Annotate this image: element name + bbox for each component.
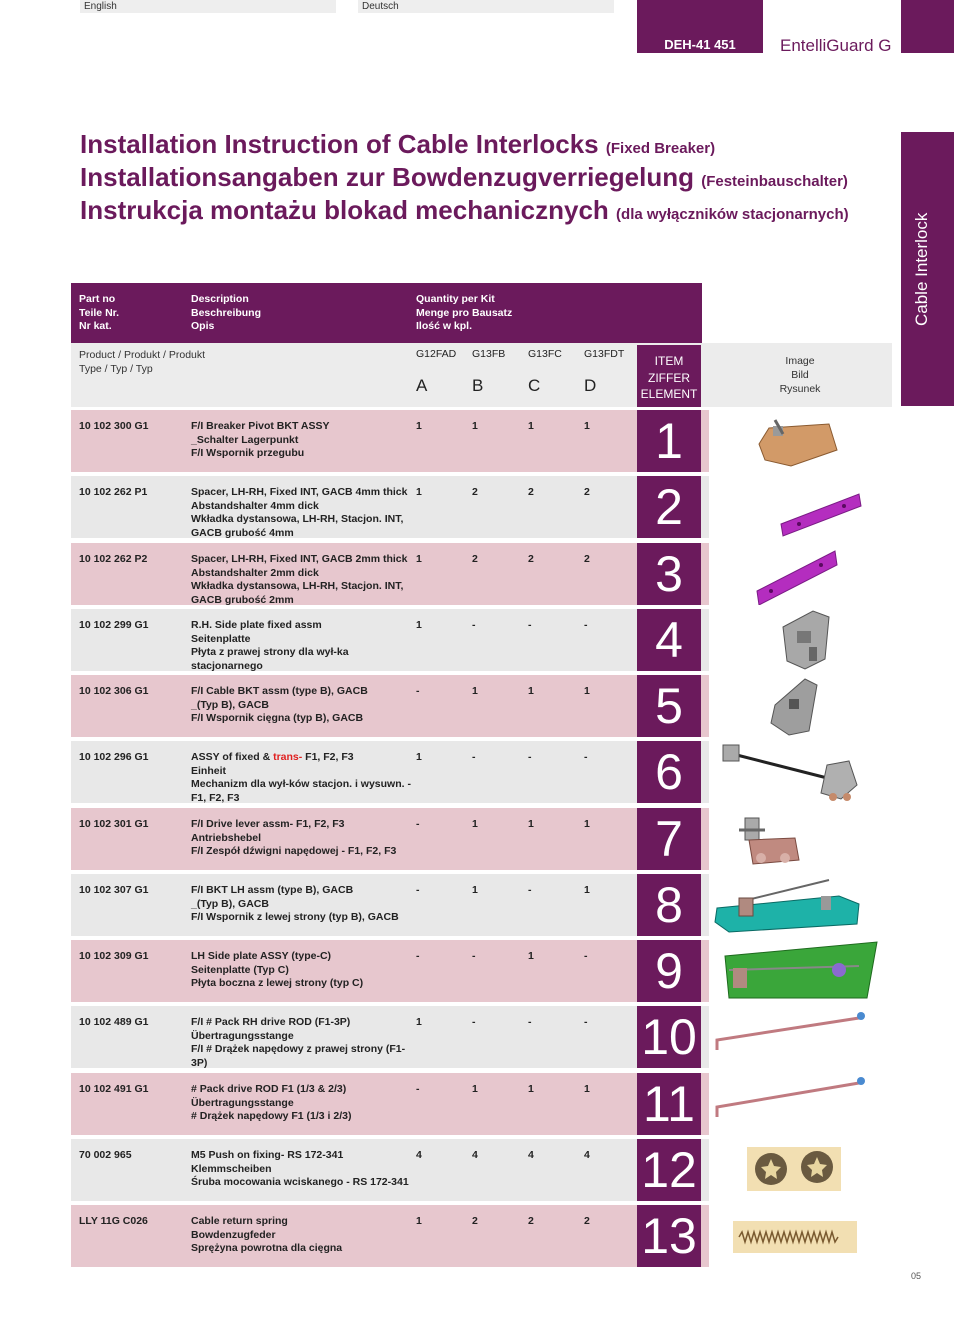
part-description	[191, 685, 421, 726]
part-image-spacer-4mm	[709, 476, 892, 538]
description-de: Einheit	[191, 764, 227, 777]
description-de: Seitenplatte (Typ C)	[191, 963, 289, 976]
qty-b: -	[472, 950, 476, 962]
part-number: 10 102 262 P1	[79, 486, 148, 498]
qty-b: 1	[472, 1083, 478, 1095]
item-number: 1	[637, 410, 701, 472]
qty-a: -	[416, 685, 420, 697]
qty-b: 2	[472, 486, 478, 498]
description-pl: F/I Zespół dźwigni napędowej - F1, F2, F3	[191, 845, 397, 857]
title-polish-sub: (dla wyłączników stacjonarnych)	[616, 206, 849, 223]
table-row	[71, 609, 892, 671]
description-en: F/I # Pack RH drive ROD (F1-3P)	[191, 1016, 351, 1028]
description-en-part2: F1, F2, F3	[302, 751, 354, 763]
table-row	[71, 1205, 892, 1267]
description-pl: Płyta boczna z lewej strony (typ C)	[191, 977, 364, 989]
table-row	[71, 476, 892, 538]
title-english-sub: (Fixed Breaker)	[605, 140, 716, 157]
header-part-de: Teile Nr.	[79, 306, 120, 319]
part-description	[191, 619, 421, 673]
item-number: 9	[637, 940, 701, 1002]
part-number: 70 002 965	[79, 1149, 132, 1161]
header-quantity-en: Quantity per Kit	[416, 293, 495, 305]
qty-a: -	[416, 818, 420, 830]
header-description-en: Description	[191, 293, 249, 305]
part-number: LLY 11G C026	[79, 1215, 148, 1227]
title-english	[80, 129, 715, 160]
description-de: Abstandshalter 2mm dick	[191, 566, 319, 579]
description-de: Übertragungsstange	[191, 1096, 294, 1109]
qty-d: 1	[584, 884, 590, 896]
description-de: Klemmscheiben	[191, 1162, 272, 1175]
table-row	[71, 543, 892, 605]
part-description	[191, 1215, 421, 1256]
description-en	[191, 751, 421, 765]
qty-a: 1	[416, 619, 422, 631]
part-description	[191, 486, 421, 540]
header-description-pl: Opis	[191, 320, 215, 332]
qty-d: -	[584, 751, 588, 763]
part-number: 10 102 299 G1	[79, 619, 149, 631]
table-row	[71, 808, 892, 870]
description-de: Seitenplatte	[191, 632, 251, 645]
qty-b: 1	[472, 818, 478, 830]
part-image-mechanism-assembly	[709, 741, 892, 803]
description-pl: Sprężyna powrotna dla cięgna	[191, 1242, 343, 1254]
qty-d: 2	[584, 486, 590, 498]
part-number: 10 102 491 G1	[79, 1083, 149, 1095]
image-header-de: Bild	[791, 369, 809, 381]
document-code: DEH-41 451	[637, 0, 763, 53]
header-part-pl: Nr kat.	[79, 320, 112, 332]
qty-d: 2	[584, 553, 590, 565]
kit-letter-b: B	[472, 376, 484, 395]
product-type-line1: Product / Produkt / Produkt	[79, 349, 206, 361]
part-image-cable-bracket	[709, 675, 892, 737]
item-number: 6	[637, 741, 701, 803]
header-quantity	[416, 293, 512, 334]
part-image-return-spring	[709, 1205, 892, 1267]
qty-a: -	[416, 1083, 420, 1095]
title-german-sub: (Festeinbauschalter)	[701, 173, 848, 190]
qty-d: 1	[584, 1083, 590, 1095]
description-pl: F/I # Drążek napędowy z prawej strony (F1-3P)	[191, 1043, 406, 1069]
description-en: Spacer, LH-RH, Fixed INT, GACB 4mm thick	[191, 486, 408, 498]
title-polish-main: Instrukcja montażu blokad mechanicznych	[80, 195, 609, 225]
table-row	[71, 1139, 892, 1201]
description-en: # Pack drive ROD F1 (1/3 & 2/3)	[191, 1083, 347, 1095]
qty-b: 2	[472, 553, 478, 565]
item-number: 13	[637, 1205, 701, 1267]
qty-c: 2	[528, 1215, 534, 1227]
part-description	[191, 1149, 421, 1190]
header-description	[191, 293, 261, 334]
qty-c: 4	[528, 1149, 534, 1161]
description-en: F/I BKT LH assm (type B), GACB	[191, 884, 354, 896]
qty-a: 4	[416, 1149, 422, 1161]
header-quantity-pl: Ilość w kpl.	[416, 320, 473, 332]
description-en: F/I Breaker Pivot BKT ASSY	[191, 420, 330, 432]
qty-c: -	[528, 751, 532, 763]
qty-a: -	[416, 950, 420, 962]
table-row	[71, 1073, 892, 1135]
qty-d: 1	[584, 420, 590, 432]
description-de: _(Typ B), GACB	[191, 698, 269, 711]
qty-a: 1	[416, 1215, 422, 1227]
qty-a: 1	[416, 420, 422, 432]
description-en: M5 Push on fixing- RS 172-341	[191, 1149, 344, 1161]
description-de: Antriebshebel	[191, 831, 262, 844]
item-number: 2	[637, 476, 701, 538]
description-de: Übertragungsstange	[191, 1029, 294, 1042]
qty-c: -	[528, 619, 532, 631]
kit-letter-c: C	[528, 376, 541, 395]
table-row	[71, 741, 892, 803]
qty-d: -	[584, 1016, 588, 1028]
corner-block	[901, 0, 954, 53]
title-german	[80, 162, 848, 193]
description-de: _(Typ B), GACB	[191, 897, 269, 910]
part-description	[191, 1016, 421, 1070]
language-label-english: English	[80, 0, 336, 13]
item-number: 3	[637, 543, 701, 605]
side-tab-label: Cable Interlock	[912, 212, 931, 326]
qty-b: -	[472, 619, 476, 631]
description-pl: Mechanizm dla wył-ków stacjon. i wysuwn. - F1, F2, F3	[191, 778, 411, 804]
description-en-part1: ASSY of fixed &	[191, 751, 274, 763]
table-row	[71, 1006, 892, 1068]
item-header-de: ZIFFER	[648, 370, 690, 385]
qty-b: 1	[472, 685, 478, 697]
part-number: 10 102 307 G1	[79, 884, 149, 896]
kit-name-b: G13FB	[472, 348, 506, 360]
part-description	[191, 950, 421, 991]
part-description	[191, 553, 421, 607]
description-pl: Śruba mocowania wciskanego - RS 172-341	[191, 1176, 409, 1188]
description-pl: Wkładka dystansowa, LH-RH, Stacjon. INT, GACB grubość 2mm	[191, 580, 404, 606]
product-type-line2: Type / Typ / Typ	[79, 363, 153, 375]
table-subheader	[71, 343, 892, 407]
part-description	[191, 884, 421, 925]
qty-a: 1	[416, 486, 422, 498]
qty-d: -	[584, 950, 588, 962]
part-number: 10 102 301 G1	[79, 818, 149, 830]
kit-letter-d: D	[584, 376, 597, 395]
qty-b: 1	[472, 884, 478, 896]
qty-b: -	[472, 751, 476, 763]
qty-c: -	[528, 884, 532, 896]
table-row	[71, 874, 892, 936]
qty-d: 1	[584, 685, 590, 697]
item-number: 8	[637, 874, 701, 936]
part-image-push-fixings	[709, 1139, 892, 1201]
kit-name-c: G13FC	[528, 348, 562, 360]
description-en: Cable return spring	[191, 1215, 288, 1227]
page-number: 05	[911, 1271, 922, 1281]
image-header-pl: Rysunek	[779, 383, 821, 395]
item-column-header	[637, 345, 701, 407]
title-german-main: Installationsangaben zur Bowdenzugverriegelung	[80, 162, 694, 192]
part-image-side-plate	[709, 609, 892, 671]
part-number: 10 102 300 G1	[79, 420, 149, 432]
description-pl: F/I Wspornik cięgna (typ B), GACB	[191, 712, 364, 724]
description-de: Abstandshalter 4mm dick	[191, 499, 319, 512]
description-pl: F/I Wspornik z lewej strony (typ B), GACB	[191, 911, 399, 923]
qty-c: 1	[528, 685, 534, 697]
qty-c: 1	[528, 818, 534, 830]
product-type-label	[79, 348, 205, 376]
product-name: EntelliGuard G	[780, 36, 892, 55]
header-part-en: Part no	[79, 293, 116, 305]
qty-c: 2	[528, 553, 534, 565]
item-number: 5	[637, 675, 701, 737]
part-image-spacer-2mm	[709, 543, 892, 605]
description-en-highlight: trans-	[273, 751, 303, 763]
description-pl: Wkładka dystansowa, LH-RH, Stacjon. INT, GACB grubość 4mm	[191, 513, 404, 539]
description-de: _Schalter Lagerpunkt	[191, 433, 299, 446]
item-number: 11	[637, 1073, 701, 1135]
qty-a: 1	[416, 1016, 422, 1028]
language-label-german: Deutsch	[358, 0, 614, 13]
part-image-drive-rod-rh	[709, 1006, 892, 1068]
table-row	[71, 675, 892, 737]
qty-d: 1	[584, 818, 590, 830]
part-image-lh-side-plate	[709, 940, 892, 1002]
part-number: 10 102 309 G1	[79, 950, 149, 962]
title-english-main: Installation Instruction of Cable Interlocks	[80, 129, 599, 159]
kit-letter-a: A	[416, 376, 428, 395]
qty-b: -	[472, 1016, 476, 1028]
part-image-drive-rod	[709, 1073, 892, 1135]
table-header	[71, 283, 702, 343]
image-header-en: Image	[785, 355, 815, 367]
part-description	[191, 420, 421, 461]
part-number: 10 102 262 P2	[79, 553, 148, 565]
part-image-lh-bracket	[709, 874, 892, 936]
qty-c: 1	[528, 420, 534, 432]
qty-b: 4	[472, 1149, 478, 1161]
qty-c: 1	[528, 1083, 534, 1095]
qty-a: -	[416, 884, 420, 896]
part-number: 10 102 306 G1	[79, 685, 149, 697]
image-column-header	[741, 354, 859, 396]
qty-c: -	[528, 1016, 532, 1028]
description-en: LH Side plate ASSY (type-C)	[191, 950, 332, 962]
qty-c: 2	[528, 486, 534, 498]
qty-c: 1	[528, 950, 534, 962]
header-description-de: Beschreibung	[191, 306, 262, 319]
part-number: 10 102 489 G1	[79, 1016, 149, 1028]
item-number: 12	[637, 1139, 701, 1201]
part-image-pivot-bracket	[709, 410, 892, 472]
header-quantity-de: Menge pro Bausatz	[416, 306, 513, 319]
description-en: F/I Cable BKT assm (type B), GACB	[191, 685, 368, 697]
qty-b: 2	[472, 1215, 478, 1227]
description-pl: # Drążek napędowy F1 (1/3 i 2/3)	[191, 1110, 352, 1122]
item-header-pl: ELEMENT	[640, 387, 698, 401]
item-number: 10	[637, 1006, 701, 1068]
header-part-no	[79, 293, 119, 334]
table-row	[71, 410, 892, 472]
description-pl: F/I Wspornik przegubu	[191, 447, 305, 459]
description-pl: Płyta z prawej strony dla wył-ka stacjonarnego	[191, 646, 349, 672]
part-number: 10 102 296 G1	[79, 751, 149, 763]
qty-a: 1	[416, 553, 422, 565]
item-number: 7	[637, 808, 701, 870]
description-de: Bowdenzugfeder	[191, 1228, 276, 1241]
part-image-drive-lever	[709, 808, 892, 870]
kit-name-d: G13FDT	[584, 348, 625, 360]
item-header-en: ITEM	[654, 354, 684, 368]
qty-d: 2	[584, 1215, 590, 1227]
qty-d: -	[584, 619, 588, 631]
part-description	[191, 818, 421, 859]
description-en: F/I Drive lever assm- F1, F2, F3	[191, 818, 345, 830]
table-row	[71, 940, 892, 1002]
item-number: 4	[637, 609, 701, 671]
qty-a: 1	[416, 751, 422, 763]
qty-b: 1	[472, 420, 478, 432]
kit-name-a: G12FAD	[416, 348, 457, 360]
title-polish	[80, 195, 849, 226]
description-en: Spacer, LH-RH, Fixed INT, GACB 2mm thick	[191, 553, 408, 565]
part-description	[191, 751, 421, 805]
description-en: R.H. Side plate fixed assm	[191, 619, 322, 631]
part-description	[191, 1083, 421, 1124]
qty-d: 4	[584, 1149, 590, 1161]
